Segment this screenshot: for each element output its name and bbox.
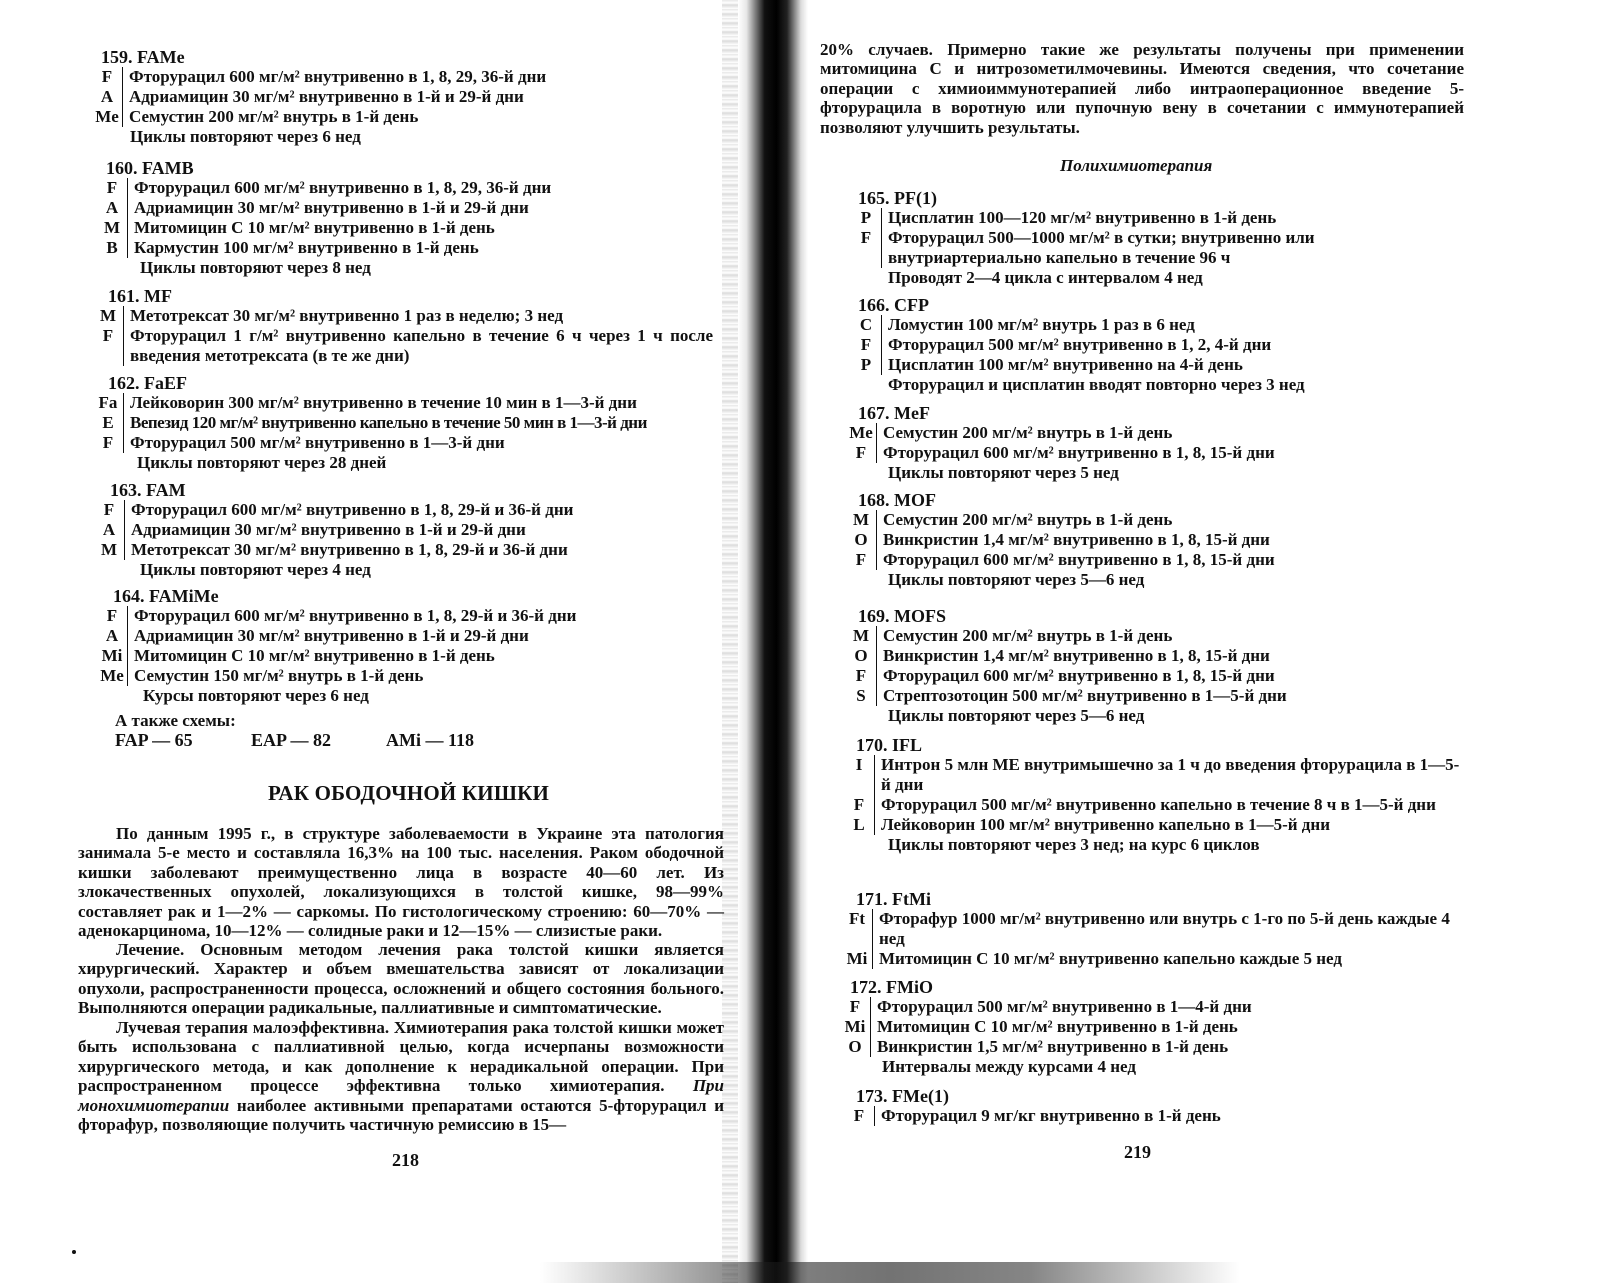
scheme-row — [94, 540, 654, 560]
drug-text: Винкристин 1,4 мг/м² внутривенно в 1, 8, 15-й дни — [876, 646, 1456, 666]
scheme-row — [851, 315, 1461, 335]
drug-text: Фторурацил 500 мг/м² внутривенно в 1, 2, 4-й дни — [881, 335, 1461, 355]
scheme-row — [93, 433, 713, 453]
drug-code: M — [99, 306, 117, 325]
scheme-title: 163. FAM — [110, 480, 186, 500]
drug-text: Адриамицин 30 мг/м² внутривенно в 1-й и 29-й дни — [127, 198, 637, 218]
drug-text: Фторурацил 600 мг/м² внутривенно в 1, 8, 15-й дни — [876, 443, 1456, 463]
drug-text: Фторурацил 500 мг/м² внутривенно в 1—3-й дни — [123, 433, 713, 453]
also-scheme-item: AMi — 118 — [386, 730, 474, 750]
drug-text: Фторурацил 600 мг/м² внутривенно в 1, 8, 29, 36-й дни — [122, 67, 632, 87]
drug-code: Mi — [846, 949, 868, 968]
drug-code: M — [852, 626, 870, 645]
drug-text: Адриамицин 30 мг/м² внутривенно в 1-й и 29-й дни — [122, 87, 632, 107]
drug-text: Фторурацил 500 мг/м² внутривенно капельно в течение 8 ч в 1—5-й дни — [874, 795, 1464, 815]
drug-code: F — [102, 326, 114, 345]
also-schemes-list — [115, 730, 474, 751]
drug-code: C — [859, 315, 873, 334]
scheme-note: Интервалы между курсами 4 нед — [882, 1057, 1136, 1076]
paragraph-text: Лучевая терапия малоэффективна. Химиотерапия рака толстой кишки может быть использована с паллиативной целью, когда исчерпаны возможности хирургического метода, и как дополнение к нерадикальной операции. При распространенном процессе эффективна только химиотерапия. — [78, 1018, 724, 1096]
drug-code: Ft — [848, 909, 866, 928]
scheme-160 — [97, 158, 637, 278]
scheme-row — [846, 510, 1456, 530]
scheme-title: 173. FMe(1) — [856, 1086, 949, 1106]
right-page — [808, 0, 1601, 1283]
drug-text: Митомицин С 10 мг/м² внутривенно в 1-й день — [870, 1017, 1450, 1037]
scheme-row — [97, 606, 657, 626]
drug-code: B — [106, 238, 118, 257]
drug-code: F — [853, 795, 865, 814]
drug-code: A — [102, 520, 116, 539]
book-spine-shadow — [738, 0, 808, 1283]
also-schemes-title: А также схемы: — [115, 711, 236, 730]
scheme-164 — [97, 586, 657, 706]
scheme-row — [97, 178, 637, 198]
scheme-title: 160. FAMB — [106, 158, 194, 178]
drug-code: A — [105, 626, 119, 645]
drug-text: Адриамицин 30 мг/м² внутривенно в 1-й и 29-й дни — [124, 520, 654, 540]
scheme-row — [846, 423, 1456, 443]
scheme-row — [840, 997, 1450, 1017]
left-page — [0, 0, 738, 1283]
scheme-row — [92, 87, 632, 107]
drug-text: Метотрексат 30 мг/м² внутривенно 1 раз в неделю; 3 нед — [123, 306, 713, 326]
drug-text: Интрон 5 млн МЕ внутримышечно за 1 ч до введения фторурацила в 1—5-й дни — [874, 755, 1464, 795]
drug-code: F — [853, 1106, 865, 1125]
drug-code: Me — [100, 666, 124, 685]
drug-text: Метотрексат 30 мг/м² внутривенно в 1, 8, 29-й и 36-й дни — [124, 540, 654, 560]
scheme-170 — [844, 735, 1464, 855]
drug-text: Семустин 200 мг/м² внутрь в 1-й день — [876, 510, 1456, 530]
scheme-row — [851, 208, 1461, 228]
scheme-title: 166. CFP — [858, 295, 929, 315]
page-number: 218 — [392, 1150, 419, 1170]
scheme-165 — [851, 188, 1461, 288]
scheme-row — [842, 909, 1467, 949]
scheme-row — [846, 443, 1456, 463]
drug-text: Семустин 200 мг/м² внутрь в 1-й день — [876, 423, 1456, 443]
drug-code: I — [855, 755, 863, 774]
scheme-note: Фторурацил и цисплатин вводят повторно через 3 нед — [888, 375, 1305, 394]
scheme-title: 159. FAMe — [101, 47, 185, 67]
also-scheme-item: FAP — 65 — [115, 730, 193, 750]
body-paragraph — [78, 940, 724, 1018]
scheme-row — [846, 646, 1456, 666]
drug-text: Митомицин С 10 мг/м² внутривенно капельно каждые 5 нед — [872, 949, 1467, 969]
section-title: РАК ОБОДОЧНОЙ КИШКИ — [268, 781, 550, 805]
scheme-row — [92, 107, 632, 127]
paragraph-text: наиболее активными препаратами остаются 5-фторурацил и фторафур, позволяющие получить частичную ремиссию в 15— — [78, 1095, 724, 1135]
drug-code: F — [855, 443, 867, 462]
drug-code: Me — [95, 107, 119, 126]
drug-code: O — [854, 530, 868, 549]
body-paragraph: 20% случаев. Примерно такие же результаты получены при применении митомицина С и нитрозометилмочевины. Имеются сведения, что сочетание операции с химиоиммунотерапией либо интраоперационное введение 5-фторурацила в воротную или пупочную вену в сочетании с иммунотерапией позволяют улучшить результаты. — [820, 40, 1464, 137]
drug-code: F — [860, 228, 872, 247]
scheme-note: Циклы повторяют через 8 нед — [140, 258, 371, 277]
scheme-row — [842, 949, 1467, 969]
drug-code: E — [102, 413, 114, 432]
scheme-title: 170. IFL — [856, 735, 923, 755]
scheme-166 — [851, 295, 1461, 395]
scheme-row — [93, 393, 713, 413]
scheme-163 — [94, 480, 654, 580]
scheme-168 — [846, 490, 1456, 590]
drug-text: Фторурацил 600 мг/м² внутривенно в 1, 8, 29-й и 36-й дни — [124, 500, 654, 520]
drug-code: L — [853, 815, 865, 834]
drug-code: F — [849, 997, 861, 1016]
scheme-row — [840, 1037, 1450, 1057]
scheme-note: Циклы повторяют через 6 нед — [130, 127, 361, 146]
drug-text: Семустин 150 мг/м² внутрь в 1-й день — [127, 666, 657, 686]
scheme-row — [97, 666, 657, 686]
scheme-row — [851, 355, 1461, 375]
drug-text: Лейковорин 300 мг/м² внутривенно в течение 10 мин в 1—3-й дни — [123, 393, 713, 413]
drug-code: O — [848, 1037, 862, 1056]
drug-text: Фторурацил 1 г/м² внутривенно капельно в течение 6 ч через 1 ч после введения метотрексата (в те же дни) — [123, 326, 713, 366]
scheme-row — [94, 520, 654, 540]
scheme-row — [97, 626, 657, 646]
drug-text: Адриамицин 30 мг/м² внутривенно в 1-й и 29-й дни — [127, 626, 657, 646]
drug-text: Семустин 200 мг/м² внутрь в 1-й день — [876, 626, 1456, 646]
drug-text: Фторурацил 500 мг/м² внутривенно в 1—4-й дни — [870, 997, 1450, 1017]
scheme-row — [840, 1017, 1450, 1037]
drug-text: Фторурацил 600 мг/м² внутривенно в 1, 8, 15-й дни — [876, 550, 1456, 570]
scheme-title: 161. MF — [108, 286, 172, 306]
scheme-row — [97, 218, 637, 238]
scheme-note: Циклы повторяют через 5 нед — [888, 463, 1119, 482]
drug-text: Вепезид 120 мг/м² внутривенно капельно в течение 50 мин в 1—3-й дни — [123, 413, 713, 433]
scheme-161 — [93, 286, 713, 366]
scheme-title: 164. FAMiMe — [113, 586, 219, 606]
scheme-row — [851, 228, 1461, 268]
paragraph-text: Основным методом лечения рака толстой кишки является хирургический. Характер и объем вмешательства зависят от локализации опухоли, распространенности процесса, осложнений и общего состояния больного. Выполняются операции радикальные, паллиативные и симптоматические. — [78, 940, 724, 1018]
scan-speck — [72, 1250, 76, 1254]
drug-code: P — [860, 355, 872, 374]
drug-code: Mi — [844, 1017, 866, 1036]
drug-code: M — [100, 540, 118, 559]
scheme-row — [846, 666, 1456, 686]
drug-code: A — [105, 198, 119, 217]
scheme-169 — [846, 606, 1456, 726]
drug-text: Стрептозотоцин 500 мг/м² внутривенно в 1—5-й дни — [876, 686, 1456, 706]
drug-code: F — [101, 67, 113, 86]
body-paragraph — [78, 1018, 724, 1134]
drug-code: S — [856, 686, 866, 705]
drug-code: P — [860, 208, 872, 227]
scheme-note: Циклы повторяют через 3 нед; на курс 6 циклов — [888, 835, 1260, 854]
scheme-note: Циклы повторяют через 4 нед — [140, 560, 371, 579]
drug-code: F — [106, 178, 118, 197]
scheme-167 — [846, 403, 1456, 483]
drug-text: Фторурацил 9 мг/кг внутривенно в 1-й день — [874, 1106, 1454, 1126]
scheme-162 — [93, 373, 713, 473]
scheme-row — [846, 530, 1456, 550]
subheading: Полихимиотерапия — [1060, 156, 1213, 175]
scheme-row — [851, 335, 1461, 355]
drug-text: Фторурацил 600 мг/м² внутривенно в 1, 8, 29-й и 36-й дни — [127, 606, 657, 626]
scheme-title: 162. FaEF — [108, 373, 187, 393]
scheme-173 — [844, 1086, 1454, 1126]
drug-text: Фторафур 1000 мг/м² внутривенно или внутрь с 1-го по 5-й день каждые 4 нед — [872, 909, 1467, 949]
scheme-row — [846, 550, 1456, 570]
drug-code: F — [102, 433, 114, 452]
drug-code: Me — [849, 423, 873, 442]
paragraph-italic: При монохимиотерапии — [78, 1076, 724, 1115]
drug-code: F — [855, 666, 867, 685]
drug-code: M — [103, 218, 121, 237]
scheme-note: Курсы повторяют через 6 нед — [143, 686, 369, 705]
scheme-note: Циклы повторяют через 5—6 нед — [888, 706, 1145, 725]
scheme-159 — [92, 47, 632, 147]
scheme-row — [846, 626, 1456, 646]
scheme-note: Циклы повторяют через 28 дней — [137, 453, 387, 472]
scheme-171 — [842, 889, 1467, 969]
drug-text: Винкристин 1,5 мг/м² внутривенно в 1-й день — [870, 1037, 1450, 1057]
drug-text: Фторурацил 600 мг/м² внутривенно в 1, 8, 29, 36-й дни — [127, 178, 637, 198]
scheme-title: 165. PF(1) — [858, 188, 937, 208]
drug-text: Кармустин 100 мг/м² внутривенно в 1-й день — [127, 238, 637, 258]
drug-code: M — [852, 510, 870, 529]
drug-text: Ломустин 100 мг/м² внутрь 1 раз в 6 нед — [881, 315, 1461, 335]
scheme-title: 172. FMiO — [850, 977, 933, 997]
drug-code: F — [860, 335, 872, 354]
drug-code: F — [103, 500, 115, 519]
scheme-title: 169. MOFS — [858, 606, 946, 626]
drug-code: F — [855, 550, 867, 569]
scheme-note: Циклы повторяют через 5—6 нед — [888, 570, 1145, 589]
scheme-row — [844, 1106, 1454, 1126]
scheme-note: Проводят 2—4 цикла с интервалом 4 нед — [888, 268, 1203, 287]
scheme-row — [93, 326, 713, 366]
scheme-title: 171. FtMi — [856, 889, 931, 909]
scheme-title: 167. MeF — [858, 403, 930, 423]
drug-code: Mi — [101, 646, 123, 665]
scheme-row — [844, 755, 1464, 795]
drug-text: Фторурацил 600 мг/м² внутривенно в 1, 8, 15-й дни — [876, 666, 1456, 686]
scheme-row — [97, 238, 637, 258]
scheme-row — [94, 500, 654, 520]
drug-text: Лейковорин 100 мг/м² внутривенно капельно в 1—5-й дни — [874, 815, 1464, 835]
paragraph-lead: Лечение. — [116, 940, 185, 959]
body-paragraph: По данным 1995 г., в структуре заболеваемости в Украине эта патология занимала 5-е место и составляла 16,3% на 100 тыс. населения. Раком ободочной кишки заболевают преимущественно лица в возрасте 40—60 лет. Из злокачественных опухолей, локализующихся в толстой кишке, 98—99% составляет рак и 1—2% — саркомы. По гистологическому строению: 60—70% — аденокарцинома, 10—12% — солидные раки и 12—15% — слизистые раки. — [78, 824, 724, 941]
drug-code: F — [106, 606, 118, 625]
scheme-172 — [840, 977, 1450, 1077]
scheme-row — [97, 646, 657, 666]
drug-text: Винкристин 1,4 мг/м² внутривенно в 1, 8, 15-й дни — [876, 530, 1456, 550]
scheme-row — [846, 686, 1456, 706]
page-number: 219 — [1124, 1142, 1151, 1162]
drug-text: Митомицин С 10 мг/м² внутривенно в 1-й день — [127, 646, 657, 666]
drug-code: Fa — [98, 393, 118, 412]
scheme-title: 168. MOF — [858, 490, 936, 510]
drug-text: Семустин 200 мг/м² внутрь в 1-й день — [122, 107, 632, 127]
scheme-row — [844, 795, 1464, 815]
scheme-row — [92, 67, 632, 87]
drug-text: Цисплатин 100—120 мг/м² внутривенно в 1-й день — [881, 208, 1461, 228]
drug-text: Фторурацил 500—1000 мг/м² в сутки; внутривенно или внутриартериально капельно в течение 96 ч — [881, 228, 1461, 268]
drug-text: Митомицин С 10 мг/м² внутривенно в 1-й день — [127, 218, 637, 238]
drug-code: A — [100, 87, 114, 106]
scheme-row — [97, 198, 637, 218]
drug-text: Цисплатин 100 мг/м² внутривенно на 4-й день — [881, 355, 1461, 375]
drug-code: O — [854, 646, 868, 665]
also-scheme-item: EAP — 82 — [251, 730, 332, 750]
scheme-row — [93, 306, 713, 326]
scheme-row — [93, 413, 713, 433]
scheme-row — [844, 815, 1464, 835]
